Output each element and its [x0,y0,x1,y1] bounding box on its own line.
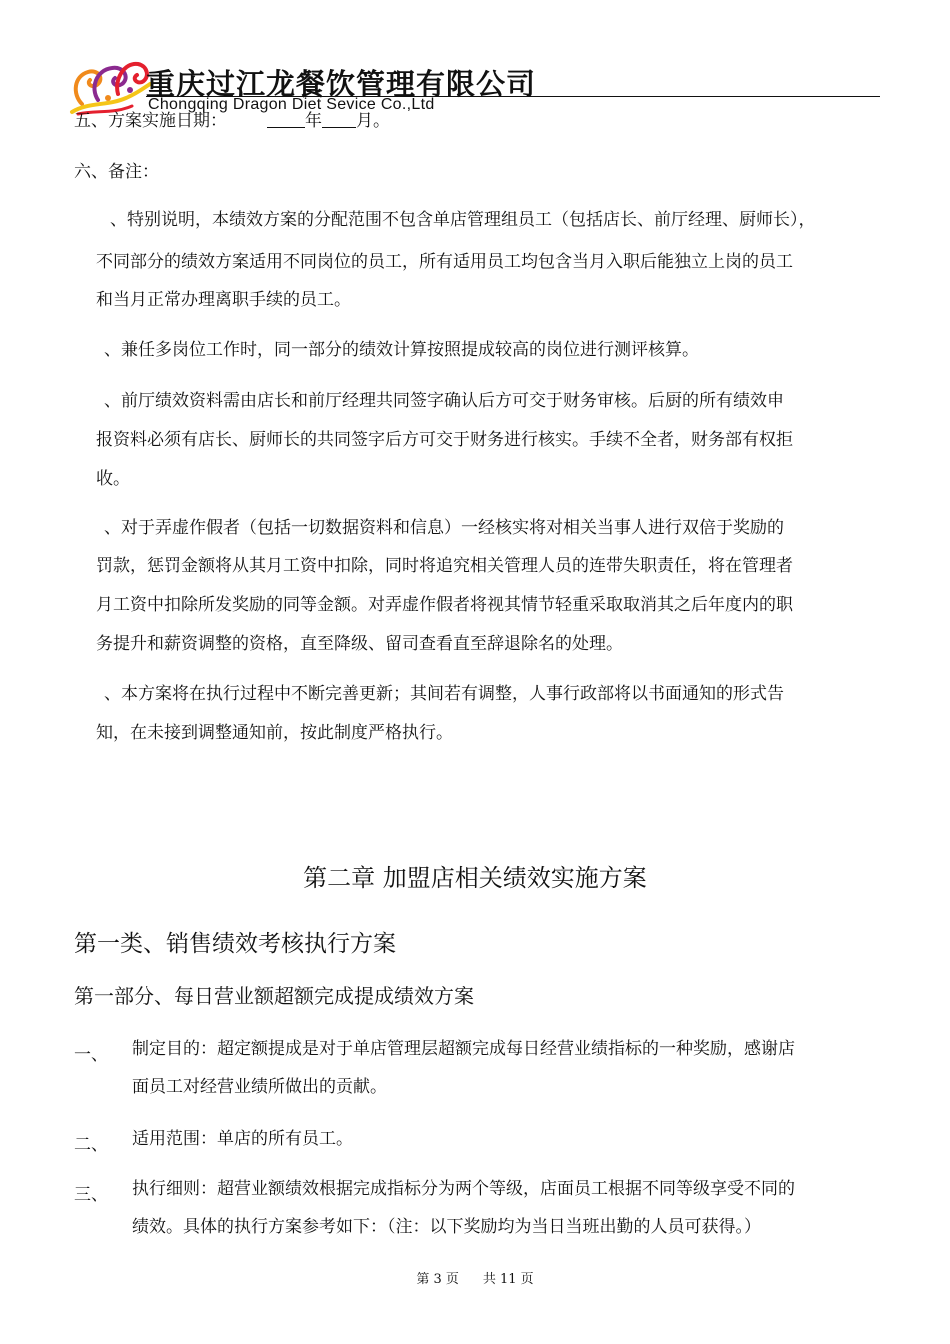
month-blank [322,109,356,128]
year-label: 年 [305,111,322,131]
note-1-line-1: 、特别说明，本绩效方案的分配范围不包含单店管理组员工（包括店长、前厅经理、厨师长）， [110,210,816,230]
note-2-line-1: 、兼任多岗位工作时，同一部分的绩效计算按照提成较高的岗位进行测评核算。 [104,340,699,360]
note-3-line-2: 报资料必须有店长、厨师长的共同签字后方可交于财务进行核实。手续不全者，财务部有权拒 [96,430,793,450]
item-3-line-2: 绩效。具体的执行方案参考如下：（注：以下奖励均为当日当班出勤的人员可获得。） [132,1217,761,1237]
company-name-cn: 重庆过江龙餐饮管理有限公司 [146,67,537,101]
note-4-line-1: 、对于弄虚作假者（包括一切数据资料和信息）一经核实将对相关当事人进行双倍于奖励的 [104,518,784,538]
page-footer [0,1268,950,1287]
category-title: 第一类、销售绩效考核执行方案 [74,931,396,957]
note-1-line-2: 不同部分的绩效方案适用不同岗位的员工，所有适用员工均包含当月入职后能独立上岗的员工 [96,252,793,272]
note-5-line-2: 知，在未接到调整通知前，按此制度严格执行。 [96,723,453,743]
item-2-number: 二、 [74,1135,108,1155]
item-3-number: 三、 [74,1185,108,1205]
part-title: 第一部分、每日营业额超额完成提成绩效方案 [74,984,474,1008]
item-1-line-1: 制定目的：超定额提成是对于单店管理层超额完成每日经营业绩指标的一种奖励，感谢店 [132,1039,795,1059]
item-2-line-1: 适用范围：单店的所有员工。 [132,1129,353,1149]
year-blank [267,109,305,128]
note-3-line-1: 、前厅绩效资料需由店长和前厅经理共同签字确认后方可交于财务审核。后厨的所有绩效申 [104,391,784,411]
item-1-line-2: 面员工对经营业绩所做出的贡献。 [132,1077,387,1097]
note-4-line-4: 务提升和薪资调整的资格，直至降级、留司查看直至辞退除名的处理。 [96,634,623,654]
item-1-number: 一、 [74,1045,108,1065]
chapter-title: 第二章 加盟店相关绩效实施方案 [303,864,647,892]
page-header [0,0,950,120]
page-number: 第 3 页 [416,1272,459,1287]
note-4-line-2: 罚款，惩罚金额将从其月工资中扣除，同时将追究相关管理人员的连带失职责任，将在管理者 [96,556,793,576]
note-3-line-3: 收。 [96,469,130,489]
note-4-line-3: 月工资中扣除所发奖励的同等金额。对弄虚作假者将视其情节轻重采取取消其之后年度内的职 [96,595,793,615]
note-1-line-3: 和当月正常办理离职手续的员工。 [96,290,351,310]
page-total: 共 11 页 [482,1272,534,1287]
note-5-line-1: 、本方案将在执行过程中不断完善更新；其间若有调整，人事行政部将以书面通知的形式告 [104,684,784,704]
month-label: 月。 [356,111,390,131]
item-3-line-1: 执行细则：超营业额绩效根据完成指标分为两个等级，店面员工根据不同等级享受不同的 [132,1179,795,1199]
section-6-title: 六、备注： [74,162,159,182]
section-5-label: 五、方案实施日期： [74,111,227,131]
company-name-en: Chongqing Dragon Diet Sevice Co.,Ltd [148,96,435,113]
section-5-implementation-date [74,104,390,138]
